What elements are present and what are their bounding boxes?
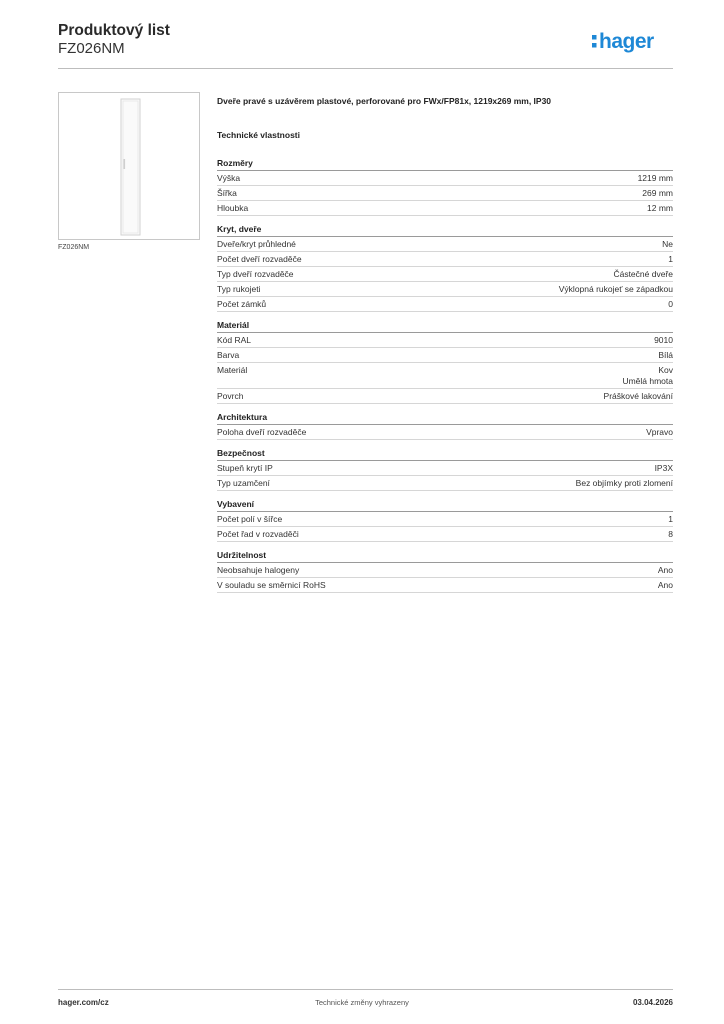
spec-label: Šířka xyxy=(217,187,237,198)
spec-section xyxy=(217,156,673,216)
spec-value-line: 269 mm xyxy=(642,187,673,198)
spec-value-line: IP3X xyxy=(654,462,673,473)
spec-section xyxy=(217,446,673,491)
spec-label: Počet řad v rozvaděči xyxy=(217,528,299,539)
section-title: Udržitelnost xyxy=(217,548,673,563)
spec-row xyxy=(217,425,673,440)
technical-properties-title: Technické vlastnosti xyxy=(217,130,300,140)
section-title: Rozměry xyxy=(217,156,673,171)
spec-row xyxy=(217,333,673,348)
spec-row xyxy=(217,389,673,404)
spec-value xyxy=(655,463,673,474)
spec-value xyxy=(668,529,673,540)
spec-label: Kód RAL xyxy=(217,334,252,345)
spec-value xyxy=(642,188,673,199)
spec-label: Počet polí v šířce xyxy=(217,513,283,524)
spec-row xyxy=(217,348,673,363)
spec-row xyxy=(217,527,673,542)
spec-value xyxy=(613,269,673,280)
spec-value-line: Ano xyxy=(657,579,673,590)
header-divider xyxy=(58,68,673,69)
spec-value xyxy=(668,254,673,265)
spec-value xyxy=(668,299,673,310)
spec-label: Hloubka xyxy=(217,202,249,213)
spec-label: Počet zámků xyxy=(217,298,267,309)
spec-value xyxy=(647,203,673,214)
spec-value-line: Umělá hmota xyxy=(622,375,673,386)
spec-label: Typ rukojeti xyxy=(217,283,261,294)
spec-value xyxy=(658,565,673,576)
spec-value-line: 12 mm xyxy=(647,202,673,213)
spec-value xyxy=(576,478,673,489)
spec-row xyxy=(217,578,673,593)
spec-label: Neobsahuje halogeny xyxy=(217,564,300,575)
spec-value xyxy=(638,173,673,184)
spec-value-line: Částečné dveře xyxy=(613,268,673,279)
spec-row xyxy=(217,171,673,186)
svg-text:hager: hager xyxy=(599,30,654,53)
image-caption: FZ026NM xyxy=(58,244,90,251)
spec-row xyxy=(217,186,673,201)
spec-value-line: Ne xyxy=(662,238,673,249)
product-description: Dveře pravé s uzávěrem plastové, perforované pro FWx/FP81x, 1219x269 mm, IP30 xyxy=(217,96,552,106)
spec-label: Povrch xyxy=(217,390,244,401)
spec-value xyxy=(622,365,673,387)
section-title: Architektura xyxy=(217,410,673,425)
spec-label: Barva xyxy=(217,349,240,360)
spec-value xyxy=(646,427,673,438)
spec-row xyxy=(217,282,673,297)
spec-value-line: 1 xyxy=(668,253,673,264)
spec-value-line: Vpravo xyxy=(646,426,673,437)
spec-label: Dveře/kryt průhledné xyxy=(217,238,296,249)
spec-row xyxy=(217,363,673,389)
spec-value xyxy=(559,284,673,295)
spec-label: Typ dveří rozvaděče xyxy=(217,268,294,279)
spec-row xyxy=(217,461,673,476)
product-code: FZ026NM xyxy=(58,40,125,57)
spec-section xyxy=(217,410,673,440)
spec-value xyxy=(658,350,673,361)
footer-date: 03.04.2026 xyxy=(632,998,673,1007)
spec-row xyxy=(217,563,673,578)
spec-row xyxy=(217,297,673,312)
hager-logo xyxy=(590,26,674,58)
spec-row xyxy=(217,237,673,252)
spec-value-line: Bez objímky proti zlomení xyxy=(575,477,673,488)
section-title: Vybavení xyxy=(217,497,673,512)
spec-value-line: 8 xyxy=(668,528,673,539)
spec-value-line: 1219 mm xyxy=(637,172,673,183)
spec-section xyxy=(217,497,673,542)
spec-value-line: Výklopná rukojeť se západkou xyxy=(558,283,673,294)
section-title: Bezpečnost xyxy=(217,446,673,461)
spec-value-line: 9010 xyxy=(654,334,673,345)
page-title: Produktový list xyxy=(58,22,170,39)
spec-value-line: Bílá xyxy=(658,349,673,360)
footer-website[interactable]: hager.com/cz xyxy=(58,998,109,1007)
spec-section xyxy=(217,318,673,404)
spec-row xyxy=(217,201,673,216)
product-content xyxy=(217,94,673,599)
product-image xyxy=(58,92,200,240)
spec-value-line: Ano xyxy=(657,564,673,575)
section-title: Materiál xyxy=(217,318,673,333)
spec-label: Výška xyxy=(217,172,241,183)
spec-section xyxy=(217,548,673,593)
spec-value xyxy=(658,580,673,591)
spec-section xyxy=(217,222,673,312)
spec-row xyxy=(217,476,673,491)
spec-row xyxy=(217,512,673,527)
spec-value xyxy=(604,391,673,402)
spec-label: Počet dveří rozvaděče xyxy=(217,253,302,264)
footer-divider xyxy=(58,989,673,990)
spec-value xyxy=(668,514,673,525)
spec-label: Materiál xyxy=(217,364,248,375)
spec-label: Stupeň krytí IP xyxy=(217,462,273,473)
spec-label: Typ uzamčení xyxy=(217,477,270,488)
spec-sections xyxy=(217,156,673,593)
spec-value xyxy=(662,239,673,250)
spec-value-line: Práškové lakování xyxy=(603,390,673,401)
spec-row xyxy=(217,252,673,267)
spec-value xyxy=(654,335,673,346)
footer-note: Technické změny vyhrazeny xyxy=(315,998,409,1007)
spec-label: Poloha dveří rozvaděče xyxy=(217,426,307,437)
section-title: Kryt, dveře xyxy=(217,222,673,237)
spec-value-line: Kov xyxy=(658,364,673,375)
spec-value-line: 0 xyxy=(668,298,673,309)
spec-label: V souladu se směrnicí RoHS xyxy=(217,579,326,590)
spec-value-line: 1 xyxy=(668,513,673,524)
spec-row xyxy=(217,267,673,282)
